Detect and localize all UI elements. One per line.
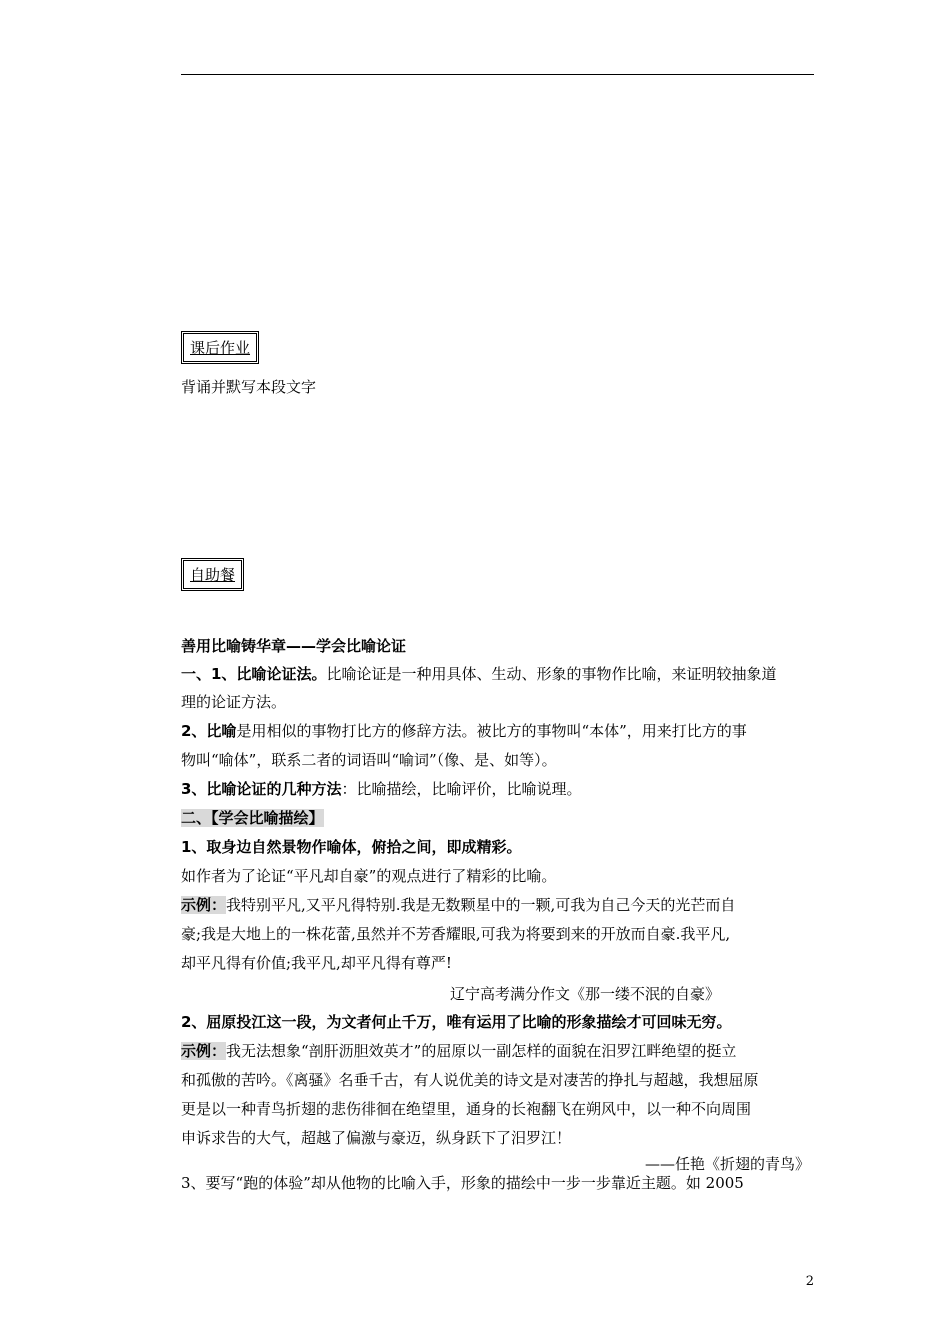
homework-text: 背诵并默写本段文字 bbox=[181, 378, 317, 396]
para-2-line-2: 物叫“喻体”，联系二者的词语叫“喻词”（像、是、如等）。 bbox=[181, 751, 557, 769]
item-2-heading: 2、屈原投江这一段，为文者何止千万，唯有运用了比喻的形象描绘才可回味无穷。 bbox=[181, 1013, 732, 1031]
example-1-line-2 bbox=[181, 924, 815, 944]
para-2-text: 是用相似的事物打比方的修辞方法。被比方的事物叫“本体”，用来打比方的事 bbox=[236, 722, 747, 740]
example-1-label: 示例： bbox=[181, 896, 227, 914]
para-3-bold: 3、比喻论证的几种方法 bbox=[181, 780, 342, 798]
example-1-text-1: 我特别平凡,又平凡得特别.我是无数颗星中的一颗,可我为自己今天的光芒而自 bbox=[226, 896, 736, 914]
example-2-source: ——任艳《折翅的青鸟》 bbox=[644, 1155, 810, 1173]
self-help-box-title bbox=[181, 558, 244, 591]
para-2-line-1 bbox=[181, 721, 815, 741]
example-1-line-1 bbox=[181, 895, 815, 915]
item-3-text: 3、要写“跑的体验”却从他物的比喻入手，形象的描绘中一步一步靠近主题。如 2005 bbox=[181, 1174, 744, 1192]
section-2-heading-row bbox=[181, 808, 815, 828]
section-2-heading: 二、【学会比喻描绘】 bbox=[181, 809, 324, 827]
header-rule bbox=[181, 74, 814, 75]
example-1-text-2b: 我平凡, bbox=[680, 925, 731, 943]
page-number: 2 bbox=[805, 1274, 814, 1289]
para-3-text: ：比喻描绘，比喻评价，比喻说理。 bbox=[341, 780, 582, 798]
example-2-line-4: 申诉求告的大气，超越了偏激与豪迈，纵身跃下了汨罗江！ bbox=[181, 1129, 572, 1147]
para-1-text: 比喻论证是一种用具体、生动、形象的事物作比喻，来证明较抽象道 bbox=[326, 665, 777, 683]
para-1-bold: 一、1、比喻论证法。 bbox=[181, 665, 327, 683]
homework-box-title bbox=[181, 331, 259, 364]
item-1-heading: 1、取身边自然景物作喻体，俯拾之间，即成精彩。 bbox=[181, 838, 522, 856]
item-1-intro: 如作者为了论证“平凡却自豪”的观点进行了精彩的比喻。 bbox=[181, 867, 557, 885]
example-2-line-2: 和孤傲的苦吟。《离骚》名垂千古，有人说优美的诗文是对凄苦的挣扎与超越，我想屈原 bbox=[181, 1071, 759, 1089]
example-1-line-3: 却平凡得有价值;我平凡,却平凡得有尊严! bbox=[181, 954, 452, 972]
example-2-line-3: 更是以一种青鸟折翅的悲伤徘徊在绝望里，通身的长袍翻飞在朔风中，以一种不向周围 bbox=[181, 1100, 752, 1118]
para-1-line-2: 理的论证方法。 bbox=[181, 693, 287, 711]
example-2-label: 示例： bbox=[181, 1042, 227, 1060]
example-1-text-2: 豪;我是大地上的一株花蕾,虽然并不芳香耀眼,可我为将要到来的开放而自豪. bbox=[181, 925, 681, 943]
homework-box-label: 课后作业 bbox=[190, 339, 251, 357]
example-2-text-1: 我无法想象“剖肝沥胆效英才”的屈原以一副怎样的面貌在汨罗江畔绝望的挺立 bbox=[226, 1042, 737, 1060]
section-title: 善用比喻铸华章——学会比喻论证 bbox=[181, 637, 407, 655]
para-3 bbox=[181, 779, 815, 799]
example-2-line-1 bbox=[181, 1041, 815, 1061]
para-1-line-1 bbox=[181, 664, 815, 684]
para-2-bold: 2、比喻 bbox=[181, 722, 237, 740]
example-1-source: 辽宁高考满分作文《那一缕不泯的自豪》 bbox=[450, 985, 721, 1003]
self-help-box-label: 自助餐 bbox=[190, 566, 236, 584]
